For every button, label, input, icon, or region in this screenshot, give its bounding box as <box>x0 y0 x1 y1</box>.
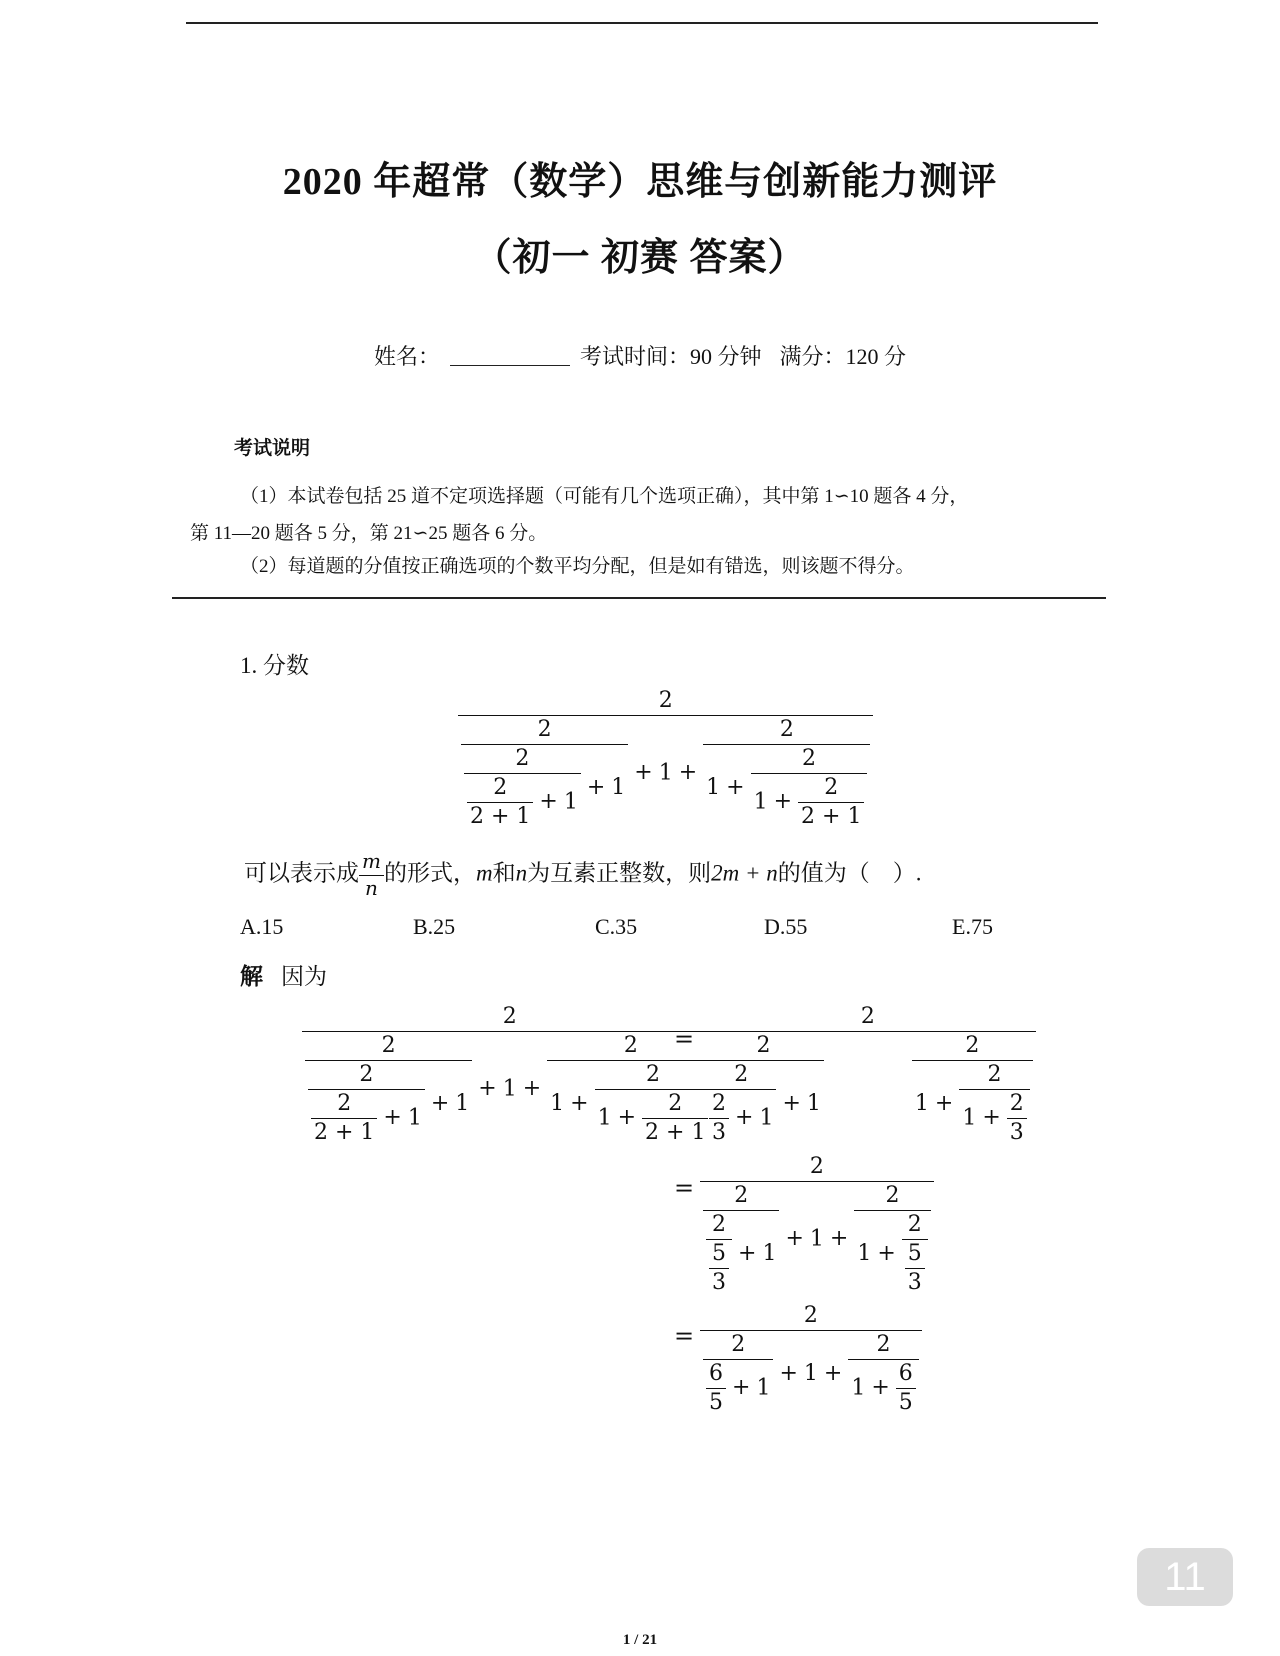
question-fraction: 2 2 2 $\frac{2}{2 + 1}$ + 1 + 1 + 1 + 2 1 + 2 1 + $\frac{2}{2 + 1}$ <box>458 688 873 830</box>
instructions-line-1a: （1）本试卷包括 25 道不定项选择题（可能有几个选项正确），其中第 1∽10 题各 4 分， <box>240 486 969 507</box>
instructions-heading: 考试说明 <box>234 438 311 459</box>
score-label: 满分：120 分 <box>779 344 907 369</box>
section-rule <box>172 597 1106 599</box>
instructions-line-1b: 第 11—20 题各 5 分，第 21∽25 题各 6 分。 <box>190 523 548 544</box>
solution-step-1-right: 2 2 2 $\frac{2}{3}$ + 1 + 1 2 1 + 2 1 + $\frac{2}{3}$ <box>700 1004 1036 1146</box>
question-label: 1. 分数 <box>240 653 309 678</box>
solution-step-2: 2 2 $\frac{2}{\frac{5}{3}}$ + 1 + 1 + 2 1 + $\frac{2}{\frac{5}{3}}$ <box>700 1154 934 1296</box>
equals-1: = <box>674 1025 695 1053</box>
equals-2: = <box>674 1174 695 1202</box>
instructions-line-2: （2）每道题的分值按正确选项的个数平均分配，但是如有错选，则该题不得分。 <box>240 556 915 577</box>
name-label: 姓名： <box>373 344 440 369</box>
top-rule <box>186 22 1098 24</box>
question-statement: 可以表示成 $\frac{m}{n}$ 的形式，m和n为互素正整数，则2m + n的值为（ ）. <box>244 849 922 900</box>
solution-step-3: 2 2 $\frac{6}{5}$ + 1 + 1 + 2 1 + $\frac{6}{5}$ <box>700 1303 922 1416</box>
option-d: D.55 <box>764 914 808 939</box>
equals-3: = <box>674 1322 695 1350</box>
option-b: B.25 <box>413 914 456 939</box>
option-c: C.35 <box>595 914 638 939</box>
name-blank <box>450 345 570 366</box>
document-title: 2020 年超常（数学）思维与创新能力测评 <box>282 161 998 203</box>
time-label: 考试时间：90 分钟 <box>579 344 762 369</box>
page-number: 1 / 21 <box>622 1632 658 1648</box>
solution-step-1-left: 2 2 2 $\frac{2}{2 + 1}$ + 1 + 1 + 1 + 2 1 + 2 1 + $\frac{2}{2 + 1}$ <box>302 1004 717 1146</box>
exam-meta <box>0 340 1280 371</box>
page-badge: 11 <box>1137 1548 1233 1606</box>
option-e: E.75 <box>952 914 993 939</box>
document-subtitle: （初一 初赛 答案） <box>473 237 807 279</box>
option-a: A.15 <box>240 914 284 939</box>
solution-intro: 解 因为 <box>240 964 327 989</box>
